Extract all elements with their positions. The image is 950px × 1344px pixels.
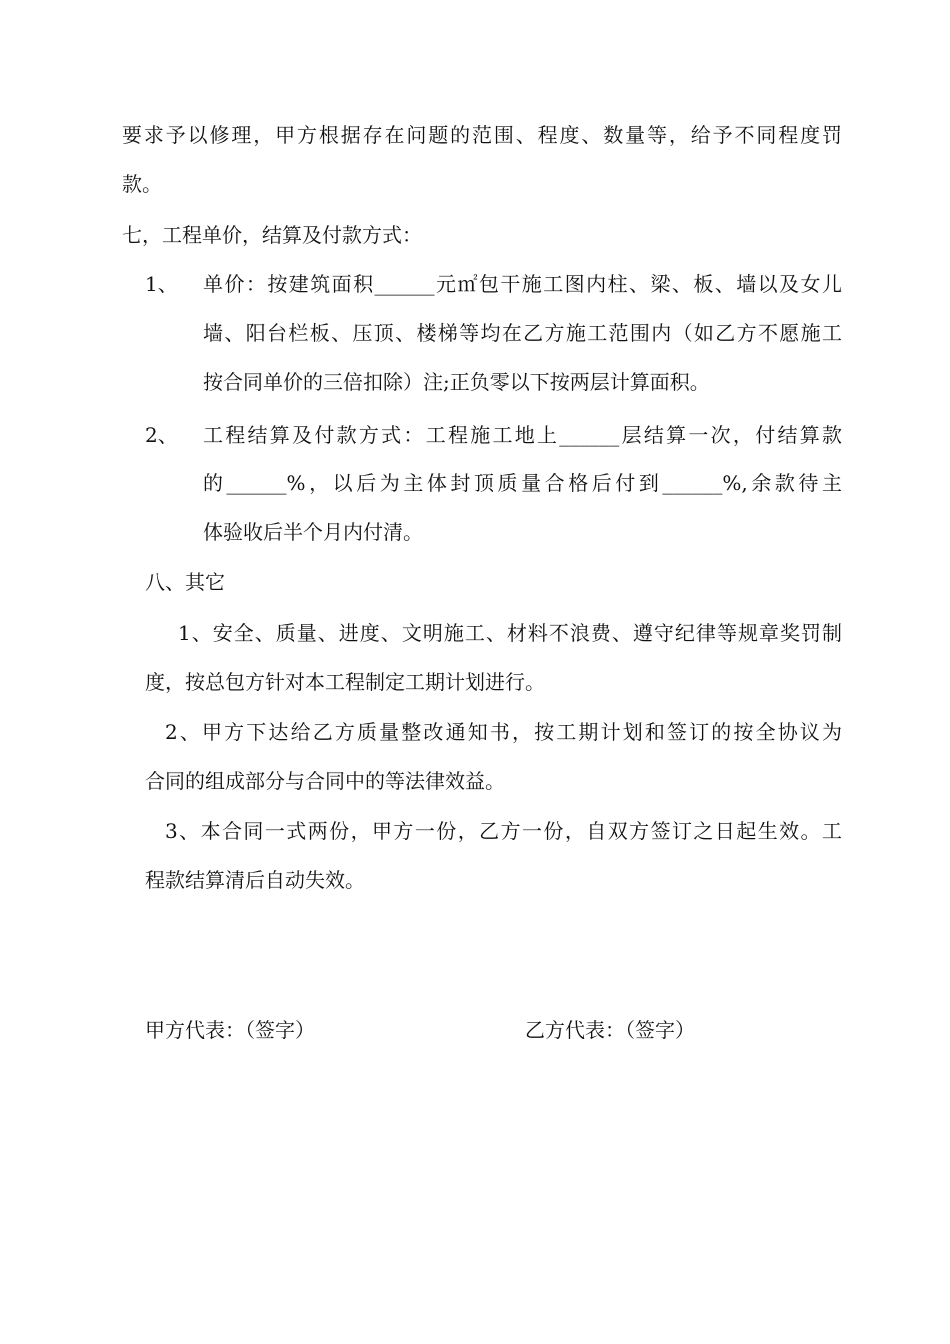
paragraph-line: 按合同单价的三倍扣除）注;正负零以下按两层计算面积。	[203, 370, 710, 394]
paragraph-line: 要求予以修理，甲方根据存在问题的范围、程度、数量等，给予不同程度罚	[122, 123, 842, 147]
paragraph-line: 1、安全、质量、进度、文明施工、材料不浪费、遵守纪律等规章奖罚制	[178, 621, 842, 645]
paragraph-line: 工程结算及付款方式：工程施工地上______层结算一次，付结算款	[203, 423, 842, 447]
paragraph-line: 单价：按建筑面积______元㎡包干施工图内柱、梁、板、墙以及女儿	[203, 272, 842, 296]
paragraph-line: 度，按总包方针对本工程制定工期计划进行。	[145, 670, 545, 694]
paragraph-line: 墙、阳台栏板、压顶、楼梯等均在乙方施工范围内（如乙方不愿施工	[203, 321, 842, 345]
party-b-signature: 乙方代表：（签字）	[525, 1018, 695, 1042]
party-a-signature: 甲方代表：（签字）	[145, 1018, 315, 1042]
paragraph-line: 程款结算清后自动失效。	[145, 868, 365, 892]
paragraph-line: 体验收后半个月内付清。	[203, 520, 423, 544]
item-number: 1、	[145, 272, 178, 296]
item-number: 2、	[145, 423, 178, 447]
section-heading: 八、其它	[145, 570, 225, 594]
paragraph-line: 合同的组成部分与合同中的等法律效益。	[145, 769, 505, 793]
paragraph-line: 2、甲方下达给乙方质量整改通知书，按工期计划和签订的按全协议为	[165, 720, 842, 744]
section-heading: 七，工程单价，结算及付款方式：	[122, 223, 422, 247]
paragraph-line: 3、本合同一式两份，甲方一份，乙方一份，自双方签订之日起生效。工	[165, 819, 842, 843]
paragraph-line: 的______%，以后为主体封顶质量合格后付到______%,余款待主	[203, 471, 842, 495]
paragraph-line: 款。	[122, 172, 162, 196]
